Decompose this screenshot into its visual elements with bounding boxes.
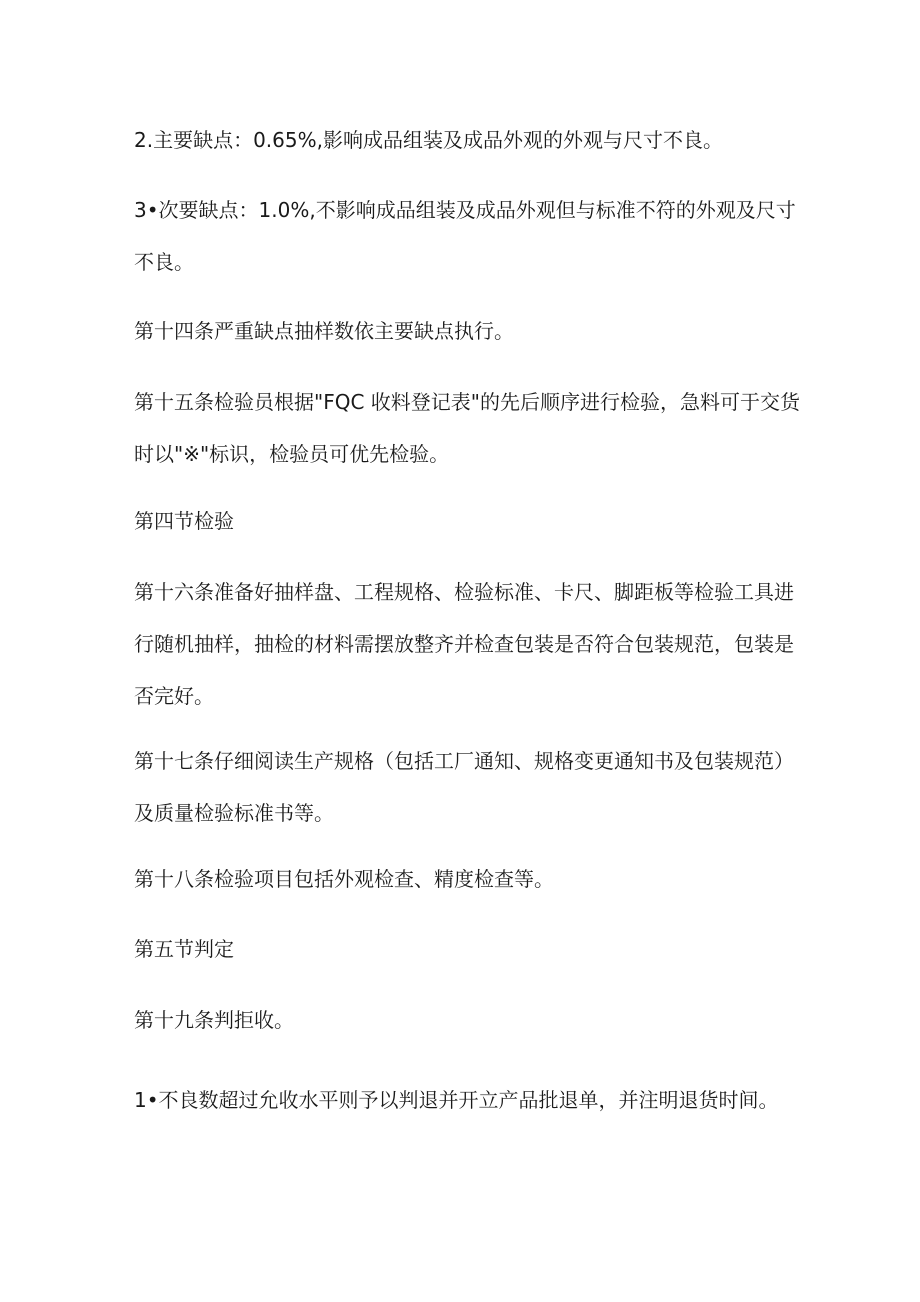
paragraph-article-17	[134, 735, 794, 839]
section-heading-judgement	[134, 923, 794, 975]
section-heading-inspection	[134, 495, 794, 547]
paragraph-article-14	[134, 305, 794, 357]
paragraph-line: 第十四条严重缺点抽样数依主要缺点执行。	[134, 319, 514, 343]
paragraph-line: 及质量检验标准书等。	[134, 801, 334, 825]
paragraph-major-defect	[134, 114, 794, 166]
paragraph-line: 第十八条检验项目包括外观检查、精度检查等。	[134, 867, 554, 891]
paragraph-article-19	[134, 994, 794, 1046]
paragraph-article-15	[134, 376, 800, 480]
paragraph-line: 第十七条仔细阅读生产规格（包括工厂通知、规格变更通知书及包装规范）	[134, 749, 794, 773]
paragraph-minor-defect	[134, 184, 794, 288]
paragraph-line: 1•不良数超过允收水平则予以判退并开立产品批退单，并注明退货时间。	[134, 1088, 779, 1112]
paragraph-line: 3•次要缺点：1.0%,不影响成品组装及成品外观但与标准不符的外观及尺寸	[134, 198, 796, 222]
paragraph-line: 第十六条准备好抽样盘、工程规格、检验标准、卡尺、脚距板等检验工具进	[134, 580, 794, 604]
paragraph-line: 行随机抽样，抽检的材料需摆放整齐并检查包装是否符合包装规范，包装是	[134, 632, 794, 656]
paragraph-line: 时以"※"标识，检验员可优先检验。	[134, 442, 450, 466]
paragraph-line: 第十九条判拒收。	[134, 1008, 294, 1032]
section-heading: 第五节判定	[134, 937, 234, 961]
paragraph-line: 第十五条检验员根据"FQC 收料登记表"的先后顺序进行检验，急料可于交货	[134, 390, 800, 414]
paragraph-line: 否完好。	[134, 684, 214, 708]
paragraph-article-16	[134, 566, 794, 722]
paragraph-line: 2.主要缺点：0.65%,影响成品组装及成品外观的外观与尺寸不良。	[134, 128, 723, 152]
paragraph-line: 不良。	[134, 250, 194, 274]
paragraph-reject-rule	[134, 1074, 794, 1126]
paragraph-article-18	[134, 853, 794, 905]
section-heading: 第四节检验	[134, 509, 234, 533]
